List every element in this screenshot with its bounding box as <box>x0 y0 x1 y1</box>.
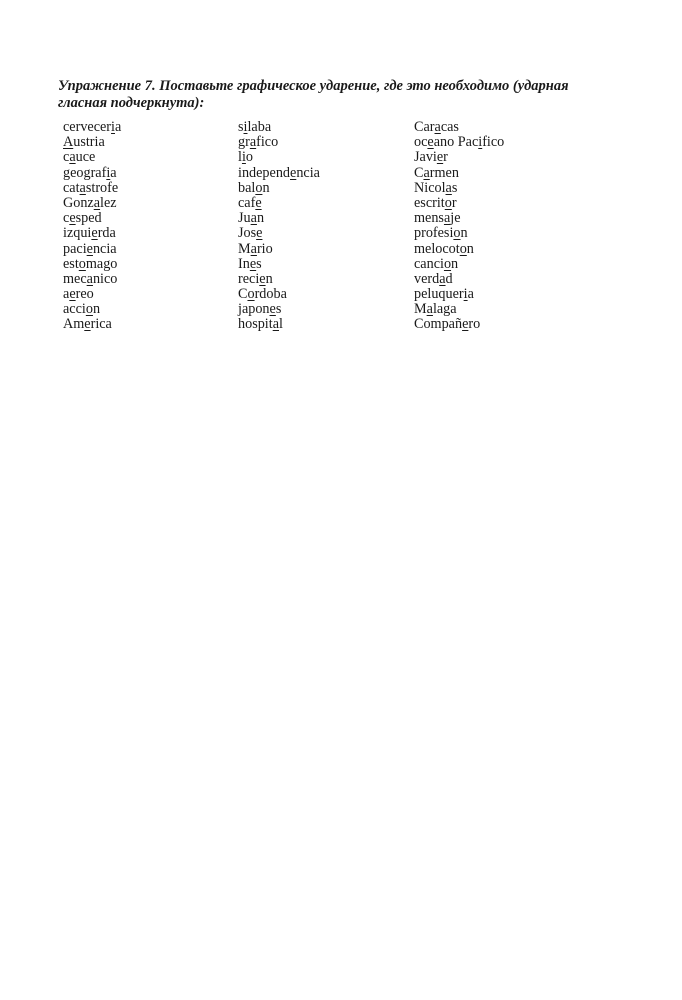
word-item: Gonzalez <box>63 194 117 211</box>
stressed-vowel: o <box>85 301 93 318</box>
stressed-vowel: e <box>290 164 297 181</box>
word-item: balon <box>238 179 270 196</box>
stressed-vowel: e <box>69 286 76 303</box>
stressed-vowel: a <box>86 270 93 287</box>
word-item: Nicolas <box>414 179 458 196</box>
stressed-vowel: e <box>255 194 262 211</box>
stressed-vowel: i <box>463 286 468 303</box>
stressed-vowel: a <box>93 194 101 211</box>
word-item: Austria <box>63 134 105 151</box>
stressed-vowel: a <box>443 210 451 227</box>
stressed-vowel: a <box>423 164 430 181</box>
stressed-vowel: A <box>63 134 74 151</box>
word-item: Juan <box>238 210 265 227</box>
stressed-vowel: e <box>84 316 91 333</box>
stressed-vowel: o <box>444 194 452 211</box>
word-column-2 <box>238 120 320 333</box>
stressed-vowel: o <box>78 255 86 272</box>
word-item: mecanico <box>63 270 118 287</box>
stressed-vowel: o <box>247 286 255 303</box>
stressed-vowel: a <box>426 301 433 318</box>
stressed-vowel: e <box>269 301 276 318</box>
word-item: melocoton <box>414 240 474 257</box>
word-item: Jose <box>238 225 263 242</box>
word-item: Ines <box>238 255 262 272</box>
stressed-vowel: o <box>255 179 263 196</box>
stressed-vowel: i <box>243 119 248 135</box>
word-item: oceano Pacifico <box>414 134 505 151</box>
word-item: profesion <box>414 225 468 242</box>
stressed-vowel: e <box>256 225 263 242</box>
word-item: cerveceria <box>63 119 122 135</box>
word-item: estomago <box>63 255 118 272</box>
stressed-vowel: e <box>91 225 98 242</box>
word-item: verdad <box>414 270 453 287</box>
word-item: silaba <box>238 119 272 135</box>
word-item: Carmen <box>414 164 459 181</box>
word-item: cafe <box>238 194 262 211</box>
word-item: Javier <box>414 149 448 166</box>
word-item: peluqueria <box>414 286 474 303</box>
stressed-vowel: i <box>241 149 246 166</box>
stressed-vowel: a <box>445 179 452 196</box>
word-item: Cordoba <box>238 286 287 303</box>
stressed-vowel: o <box>443 255 452 272</box>
stressed-vowel: a <box>250 240 257 257</box>
stressed-vowel: a <box>249 134 257 151</box>
word-item: lio <box>238 149 253 166</box>
stressed-vowel: a <box>272 316 279 333</box>
word-item: mensaje <box>414 210 461 227</box>
stressed-vowel: e <box>249 255 257 272</box>
exercise-title: Упражнение 7. Поставьте графическое ударение, где это необходимо (ударная гласная подчеркнута): <box>58 78 569 111</box>
word-item: izquierda <box>63 225 116 242</box>
stressed-vowel: e <box>69 210 76 227</box>
stressed-vowel: a <box>79 179 86 196</box>
stressed-vowel: i <box>111 119 115 135</box>
word-item: geografia <box>63 164 117 181</box>
word-item: cesped <box>63 210 102 227</box>
word-item: Compañero <box>414 316 481 333</box>
stressed-vowel: o <box>459 240 467 257</box>
word-item: Malaga <box>414 301 457 318</box>
stressed-vowel: e <box>259 270 266 287</box>
stressed-vowel: a <box>69 149 76 166</box>
stressed-vowel: e <box>436 149 444 166</box>
word-item: paciencia <box>63 240 117 257</box>
word-item: japones <box>238 301 282 318</box>
word-item: cancion <box>414 255 459 272</box>
stressed-vowel: e <box>427 134 434 151</box>
word-item: hospital <box>238 316 283 333</box>
word-item: cauce <box>63 149 96 166</box>
word-item: America <box>63 316 112 333</box>
stressed-vowel: a <box>250 210 257 227</box>
stressed-vowel: i <box>106 164 111 181</box>
stressed-vowel: i <box>478 134 483 151</box>
word-column-3 <box>414 120 504 333</box>
stressed-vowel: e <box>86 240 93 257</box>
word-item: aereo <box>63 286 94 303</box>
word-item: catastrofe <box>63 179 119 196</box>
word-item: accion <box>63 301 101 318</box>
stressed-vowel: a <box>439 270 446 287</box>
word-item: Mario <box>238 240 273 257</box>
word-item: recien <box>238 270 273 287</box>
word-item: Caracas <box>414 119 459 135</box>
stressed-vowel: a <box>434 119 441 135</box>
stressed-vowel: o <box>453 225 461 242</box>
word-item: escritor <box>414 194 457 211</box>
stressed-vowel: e <box>462 316 469 333</box>
word-item: independencia <box>238 164 320 181</box>
word-item: grafico <box>238 134 279 151</box>
word-column-1 <box>63 120 121 333</box>
